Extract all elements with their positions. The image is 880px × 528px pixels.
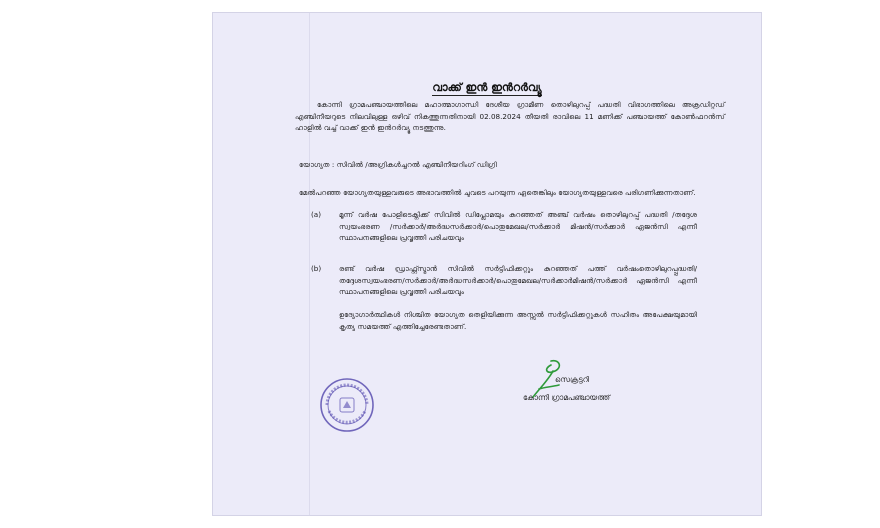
list-item-text: മൂന്ന് വർഷ പോളിടെക്നിക്ക് സിവിൽ ഡിപ്ലോമയും കുറഞ്ഞത് അഞ്ച് വർഷം തൊഴിലുറപ്പ് പദ്ധതി /തദ്ദേശ സ്വയംഭരണ /സർക്കാർ/അർദ്ധസർക്കാർ/പൊതുമേഖല/സർക്കാർ മിഷൻ/സർക്കാർ ഏജൻസി എന്നീ സ്ഥാപനങ്ങളിലെ പ്രവൃത്തി പരിചയവും: [339, 210, 697, 243]
signatory-organization: കോന്നി ഗ്രാമപഞ്ചായത്ത്: [523, 393, 610, 402]
list-item-text: രണ്ട് വർഷ ഡ്രാഫ്റ്റ്സ്മാൻ സിവിൽ സർട്ടിഫിക്കറ്റും കുറഞ്ഞത് പത്ത് വർഷംതൊഴിലുറപ്പ്പദ്ധതി/തദ്ദേശസ്വയംഭരണ/സർക്കാർ/അർദ്ധസർക്കാർ/പൊതുമേഖല/സർക്കാർമിഷൻ/സർക്കാർ ഏജൻസി എന്നീ സ്ഥാപനങ്ങളിലെ പ്രവൃത്തി പരിചയവും: [339, 264, 697, 297]
intro-paragraph: കോന്നി ഗ്രാമപഞ്ചായത്തിലെ മഹാത്മാഗാന്ധി ദേശീയ ഗ്രാമീണ തൊഴിലുറപ്പ് പദ്ധതി വിഭാഗത്തിലെ അക്രഡിറ്റഡ് എഞ്ചിനീയറുടെ നിലവിലുള്ള ഒഴിവ് നികത്തുന്നതിനായി 02.08.2024 തീയതി രാവിലെ 11 മണിക്ക് പഞ്ചായത്ത് കോൺഫറൻസ് ഹാളിൽ വച്ച് വാക്ക് ഇൻ ഇൻറർവ്യൂ നടത്തുന്നു.: [295, 100, 725, 133]
list-item-label: (a): [311, 210, 322, 219]
document-title-text: വാക്ക് ഇൻ ഇൻറർവ്യൂ: [432, 81, 542, 94]
qualification-line: യോഗ്യത : സിവിൽ /അഗ്രികൾച്ചറൽ എഞ്ചിനീയറിംഗ് ഡിഗ്രി: [299, 160, 497, 169]
list-item-label: (b): [311, 264, 322, 273]
document-title: [213, 81, 761, 95]
list-item: [311, 263, 731, 309]
alternate-intro-paragraph: മേൽപറഞ്ഞ യോഗ്യതയുള്ളവരുടെ അഭാവത്തിൽ ചുവടെ പറയുന്ന ഏതെങ്കിലും യോഗ്യതയുള്ളവരെ പരിഗണിക്കുന്നതാണ്.: [299, 188, 696, 197]
document-page: [212, 12, 762, 516]
closing-paragraph: ഉദ്യോഗാർത്ഥികൾ നിശ്ചിത യോഗ്യത തെളിയിക്കുന്ന അസ്സൽ സർട്ടിഫിക്കറ്റുകൾ സഹിതം അപേക്ഷയുമായി കൃത്യ സമയത്ത് എത്തിച്ചേരേണ്ടതാണ്.: [339, 310, 697, 331]
signatory-role: സെക്രട്ടറി: [555, 375, 589, 384]
office-seal-stamp: [319, 377, 375, 433]
list-item: [311, 209, 731, 265]
